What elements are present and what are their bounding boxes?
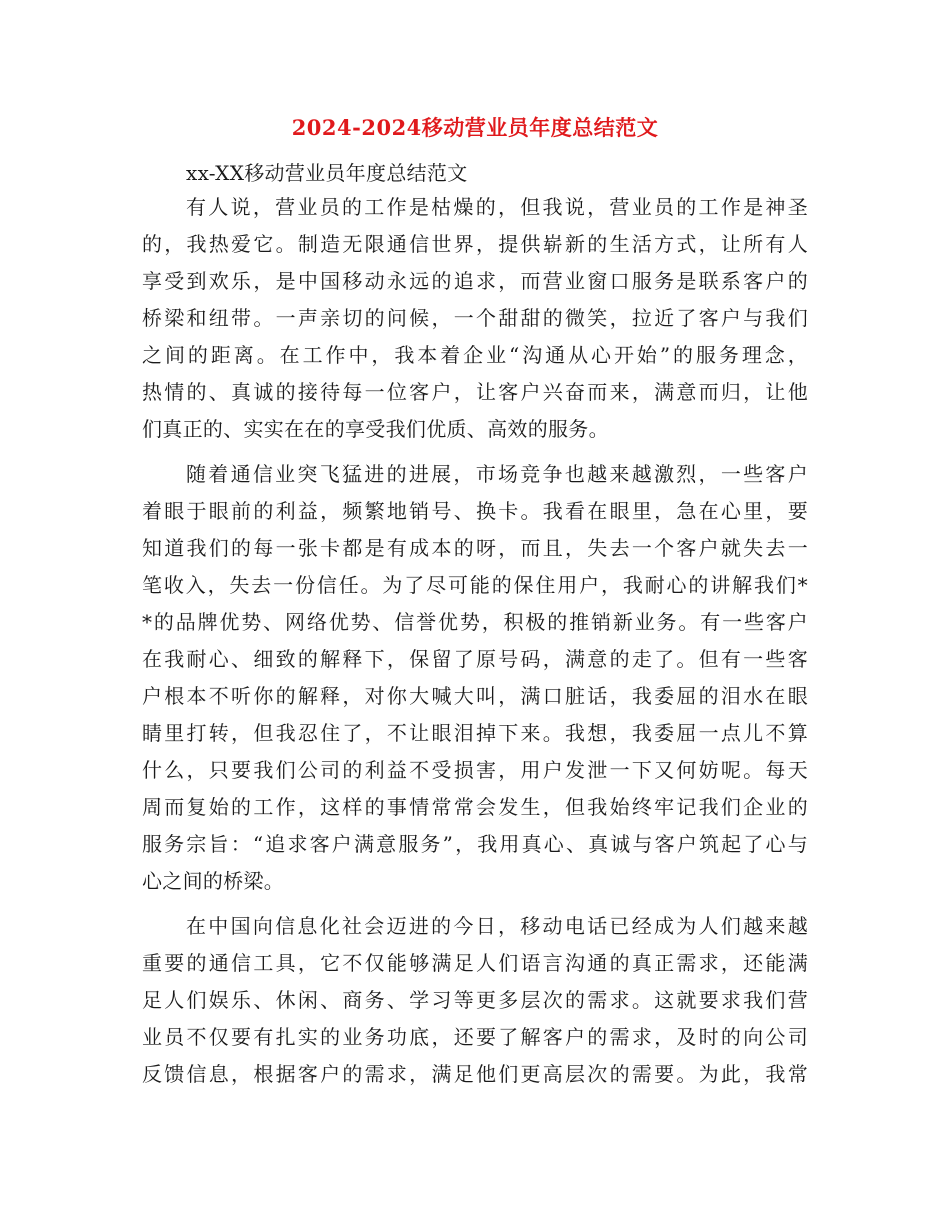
paragraph-line: 什么，只要我们公司的利益不受损害，用户发泄一下又何妨呢。每天 (142, 758, 808, 782)
paragraph-line: 随着通信业突飞猛进的进展，市场竞争也越来越激烈，一些客户 (186, 462, 808, 486)
paragraph-2 (142, 456, 808, 900)
paragraph-line: 在中国向信息化社会迈进的今日，移动电话已经成为人们越来越 (186, 914, 808, 938)
paragraph-line: 们真正的、实实在在的享受我们优质、高效的服务。 (142, 417, 609, 441)
paragraph-line: 睛里打转，但我忍住了，不让眼泪掉下来。我想，我委屈一点儿不算 (142, 721, 808, 745)
paragraph-line: 笔收入，失去一份信任。为了尽可能的保住用户，我耐心的讲解我们* (142, 573, 808, 597)
paragraph-line: 桥梁和纽带。一声亲切的问候，一个甜甜的微笑，拉近了客户与我们 (142, 306, 808, 330)
paragraph-line: 着眼于眼前的利益，频繁地销号、换卡。我看在眼里，急在心里，要 (142, 499, 808, 523)
paragraph-line: 足人们娱乐、休闲、商务、学习等更多层次的需求。这就要求我们营 (142, 988, 808, 1012)
paragraph-line: 知道我们的每一张卡都是有成本的呀，而且，失去一个客户就失去一 (142, 536, 808, 560)
paragraph-3 (142, 908, 808, 1093)
paragraph-line: 的，我热爱它。制造无限通信世界，提供崭新的生活方式，让所有人 (142, 232, 808, 256)
paragraph-line: 反馈信息，根据客户的需求，满足他们更高层次的需要。为此，我常 (142, 1062, 808, 1086)
paragraph-line: 之间的距离。在工作中，我本着企业“沟通从心开始”的服务理念， (142, 343, 808, 367)
document-body (142, 157, 808, 1093)
paragraph-line: 有人说，营业员的工作是枯燥的，但我说，营业员的工作是神圣 (186, 195, 808, 219)
paragraph-line: *的品牌优势、网络优势、信誉优势，积极的推销新业务。有一些客户 (142, 610, 808, 634)
document-subtitle: xx-XX移动营业员年度总结范文 (186, 161, 468, 185)
paragraph-line: 业员不仅要有扎实的业务功底，还要了解客户的需求，及时的向公司 (142, 1025, 808, 1049)
document-title: 2024-2024移动营业员年度总结范文 (291, 115, 659, 140)
paragraph-line: 热情的、真诚的接待每一位客户，让客户兴奋而来，满意而归，让他 (142, 380, 808, 404)
paragraph-1 (142, 189, 808, 448)
paragraph-line: 在我耐心、细致的解释下，保留了原号码，满意的走了。但有一些客 (142, 647, 808, 671)
paragraph-line: 享受到欢乐，是中国移动永远的追求，而营业窗口服务是联系客户的 (142, 269, 808, 293)
paragraph-line: 户根本不听你的解释，对你大喊大叫，满口脏话，我委屈的泪水在眼 (142, 684, 808, 708)
paragraph-line: 服务宗旨：“追求客户满意服务”，我用真心、真诚与客户筑起了心与 (142, 832, 808, 856)
paragraph-line: 心之间的桥梁。 (142, 869, 285, 893)
paragraph-line: 重要的通信工具，它不仅能够满足人们语言沟通的真正需求，还能满 (142, 951, 808, 975)
paragraph-line: 周而复始的工作，这样的事情常常会发生，但我始终牢记我们企业的 (142, 795, 808, 819)
